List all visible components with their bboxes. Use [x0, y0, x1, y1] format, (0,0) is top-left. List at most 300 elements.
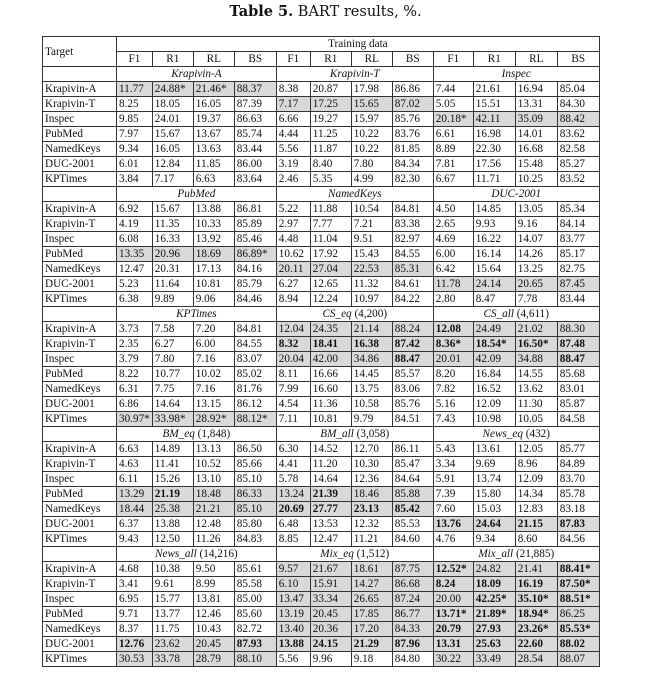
target-label: DUC-2001 — [43, 637, 117, 652]
table-cell: 17.25 — [310, 97, 351, 112]
table-cell: 85.60 — [234, 607, 276, 622]
table-cell: 16.22 — [473, 232, 515, 247]
table-cell: 10.05 — [515, 412, 557, 427]
table-cell: 14.64 — [152, 397, 193, 412]
table-cell: 13.05 — [515, 202, 557, 217]
header-row-metrics — [43, 52, 600, 67]
table-cell: 30.22 — [433, 652, 473, 667]
training-set-name: DUC-2001 — [491, 188, 542, 200]
table-cell: 15.97 — [351, 112, 392, 127]
table-cell: 84.30 — [557, 97, 599, 112]
table-cell: 85.76 — [392, 112, 433, 127]
target-label: Inspec — [43, 352, 117, 367]
training-set-size: (1,512) — [356, 548, 390, 560]
table-cell: 24.14 — [473, 277, 515, 292]
table-cell: 18.09 — [473, 577, 515, 592]
table-cell: 13.63 — [193, 142, 234, 157]
training-set-name: Mix_eq — [320, 548, 354, 560]
table-cell: 85.79 — [234, 277, 276, 292]
table-cell: 85.42 — [392, 502, 433, 517]
table-cell: 24.82 — [473, 562, 515, 577]
table-cell: 12.70 — [351, 442, 392, 457]
table-cell: 10.81 — [310, 412, 351, 427]
table-cell: 84.22 — [392, 292, 433, 307]
table-cell: 10.02 — [193, 367, 234, 382]
table-cell: 27.77 — [310, 502, 351, 517]
table-cell: 6.30 — [276, 442, 310, 457]
target-label: Krapivin-A — [43, 202, 117, 217]
table-cell: 84.61 — [392, 277, 433, 292]
table-cell: 12.50 — [152, 532, 193, 547]
table-cell: 13.62 — [515, 382, 557, 397]
table-cell: 4.19 — [117, 217, 153, 232]
table-cell: 11.04 — [310, 232, 351, 247]
table-cell: 8.94 — [276, 292, 310, 307]
group-header-row — [43, 67, 600, 82]
table-cell: 86.25 — [557, 607, 599, 622]
training-set-name: Krapivin-T — [329, 68, 380, 80]
training-set-header — [433, 547, 599, 562]
table-cell: 2.65 — [433, 217, 473, 232]
table-cell: 18.48 — [193, 487, 234, 502]
training-data-header: Training data — [117, 37, 600, 52]
table-cell: 86.81 — [234, 202, 276, 217]
table-cell: 87.83 — [557, 517, 599, 532]
table-cell: 88.07 — [557, 652, 599, 667]
table-cell: 10.30 — [351, 457, 392, 472]
group-header-row — [43, 427, 600, 442]
table-cell: 28.54 — [515, 652, 557, 667]
table-cell: 7.43 — [433, 412, 473, 427]
table-cell: 27.04 — [310, 262, 351, 277]
target-label: Inspec — [43, 112, 117, 127]
table-row — [43, 127, 600, 142]
table-cell: 6.48 — [276, 517, 310, 532]
training-set-header — [117, 547, 277, 562]
table-cell: 7.60 — [433, 502, 473, 517]
table-cell: 3.79 — [117, 352, 153, 367]
table-cell: 6.63 — [117, 442, 153, 457]
table-cell: 6.10 — [276, 577, 310, 592]
target-label: KPTimes — [43, 172, 117, 187]
table-cell: 4.76 — [433, 532, 473, 547]
table-row — [43, 292, 600, 307]
table-cell: 85.89 — [234, 217, 276, 232]
table-cell: 84.14 — [557, 217, 599, 232]
table-cell: 6.00 — [433, 247, 473, 262]
table-cell: 13.71* — [433, 607, 473, 622]
table-cell: 9.96 — [310, 652, 351, 667]
table-cell: 6.08 — [117, 232, 153, 247]
table-cell: 12.48 — [193, 517, 234, 532]
table-row — [43, 577, 600, 592]
table-cell: 7.82 — [433, 382, 473, 397]
table-cell: 20.69 — [276, 502, 310, 517]
table-cell: 15.65 — [351, 97, 392, 112]
training-set-size: (1,848) — [197, 428, 231, 440]
training-set-name: Mix_all — [478, 548, 514, 560]
table-cell: 23.13 — [351, 502, 392, 517]
table-cell: 13.88 — [193, 202, 234, 217]
training-set-name: CS_eq — [322, 308, 352, 320]
table-row — [43, 622, 600, 637]
table-caption — [0, 3, 651, 20]
table-cell: 2.46 — [276, 172, 310, 187]
table-cell: 85.77 — [557, 442, 599, 457]
metric-header: F1 — [433, 52, 473, 67]
table-cell: 7.16 — [193, 382, 234, 397]
table-cell: 83.18 — [557, 502, 599, 517]
table-cell: 13.67 — [193, 127, 234, 142]
table-row — [43, 412, 600, 427]
table-cell: 5.22 — [276, 202, 310, 217]
table-cell: 12.47 — [310, 532, 351, 547]
table-cell: 85.80 — [234, 517, 276, 532]
table-cell: 4.99 — [351, 172, 392, 187]
group-header-spacer — [43, 307, 117, 322]
table-cell: 10.22 — [351, 142, 392, 157]
table-cell: 12.65 — [310, 277, 351, 292]
table-cell: 88.37 — [234, 82, 276, 97]
table-cell: 5.91 — [433, 472, 473, 487]
training-set-header — [433, 427, 599, 442]
target-label: Inspec — [43, 232, 117, 247]
bart-results-table — [42, 36, 600, 667]
table-cell: 82.30 — [392, 172, 433, 187]
table-cell: 85.53* — [557, 622, 599, 637]
table-cell: 13.31 — [515, 97, 557, 112]
training-set-header — [276, 187, 433, 202]
table-cell: 5.23 — [117, 277, 153, 292]
table-cell: 24.49 — [473, 322, 515, 337]
table-cell: 84.55 — [392, 247, 433, 262]
table-cell: 11.32 — [351, 277, 392, 292]
table-cell: 33.49 — [473, 652, 515, 667]
metric-header: F1 — [276, 52, 310, 67]
table-cell: 12.52* — [433, 562, 473, 577]
table-cell: 30.53 — [117, 652, 153, 667]
target-label: Krapivin-T — [43, 457, 117, 472]
table-cell: 6.37 — [117, 517, 153, 532]
training-set-header — [276, 427, 433, 442]
table-cell: 16.33 — [152, 232, 193, 247]
table-cell: 9.79 — [351, 412, 392, 427]
table-cell: 33.34 — [310, 592, 351, 607]
table-cell: 6.31 — [117, 382, 153, 397]
table-row — [43, 202, 600, 217]
table-cell: 4.63 — [117, 457, 153, 472]
table-cell: 85.87 — [557, 397, 599, 412]
table-cell: 87.75 — [392, 562, 433, 577]
training-set-size: (4,611) — [516, 308, 549, 320]
metric-header: R1 — [473, 52, 515, 67]
target-label: PubMed — [43, 487, 117, 502]
table-cell: 86.77 — [392, 607, 433, 622]
table-cell: 6.86 — [117, 397, 153, 412]
table-cell: 11.87 — [310, 142, 351, 157]
training-set-name: Inspec — [501, 68, 531, 80]
metric-header: R1 — [152, 52, 193, 67]
target-label: KPTimes — [43, 532, 117, 547]
group-header-spacer — [43, 187, 117, 202]
table-cell: 9.43 — [117, 532, 153, 547]
table-cell: 8.11 — [276, 367, 310, 382]
table-cell: 13.47 — [276, 592, 310, 607]
table-cell: 14.55 — [515, 367, 557, 382]
table-cell: 6.11 — [117, 472, 153, 487]
table-cell: 86.12 — [234, 397, 276, 412]
table-row — [43, 112, 600, 127]
table-cell: 84.81 — [234, 322, 276, 337]
table-caption-text: BART results, %. — [297, 4, 422, 20]
table-cell: 13.29 — [117, 487, 153, 502]
table-cell: 13.77 — [152, 607, 193, 622]
table-cell: 11.30 — [515, 397, 557, 412]
table-cell: 21.29 — [351, 637, 392, 652]
metric-header: BS — [557, 52, 599, 67]
training-set-header — [276, 307, 433, 322]
table-cell: 7.17 — [152, 172, 193, 187]
table-cell: 13.31 — [433, 637, 473, 652]
table-cell: 14.85 — [473, 202, 515, 217]
table-cell: 8.85 — [276, 532, 310, 547]
table-cell: 85.66 — [234, 457, 276, 472]
table-cell: 88.30 — [557, 322, 599, 337]
table-cell: 83.07 — [234, 352, 276, 367]
table-cell: 14.01 — [515, 127, 557, 142]
table-cell: 8.60 — [515, 532, 557, 547]
table-cell: 13.53 — [310, 517, 351, 532]
table-cell: 7.39 — [433, 487, 473, 502]
table-cell: 88.12* — [234, 412, 276, 427]
training-set-size: (3,058) — [356, 428, 390, 440]
table-cell: 9.06 — [193, 292, 234, 307]
table-row — [43, 262, 600, 277]
table-cell: 13.75 — [351, 382, 392, 397]
table-cell: 24.15 — [310, 637, 351, 652]
table-cell: 13.15 — [193, 397, 234, 412]
target-label: DUC-2001 — [43, 397, 117, 412]
table-cell: 83.44 — [557, 292, 599, 307]
table-cell: 11.85 — [193, 157, 234, 172]
table-row — [43, 247, 600, 262]
table-cell: 12.09 — [473, 397, 515, 412]
table-cell: 11.35 — [152, 217, 193, 232]
table-cell: 18.44 — [117, 502, 153, 517]
table-row — [43, 337, 600, 352]
table-cell: 6.67 — [433, 172, 473, 187]
target-label: Krapivin-T — [43, 97, 117, 112]
table-cell: 24.35 — [310, 322, 351, 337]
table-cell: 14.26 — [515, 247, 557, 262]
table-cell: 18.41 — [310, 337, 351, 352]
table-row — [43, 562, 600, 577]
table-cell: 17.92 — [310, 247, 351, 262]
table-cell: 85.17 — [557, 247, 599, 262]
target-label: DUC-2001 — [43, 277, 117, 292]
target-label: PubMed — [43, 607, 117, 622]
table-cell: 13.24 — [276, 487, 310, 502]
table-cell: 11.26 — [193, 532, 234, 547]
table-cell: 86.11 — [392, 442, 433, 457]
table-cell: 5.56 — [276, 142, 310, 157]
target-label: KPTimes — [43, 652, 117, 667]
table-cell: 10.38 — [152, 562, 193, 577]
table-cell: 5.16 — [433, 397, 473, 412]
table-cell: 12.09 — [515, 472, 557, 487]
table-row — [43, 487, 600, 502]
table-cell: 11.41 — [152, 457, 193, 472]
table-cell: 11.25 — [310, 127, 351, 142]
table-cell: 17.20 — [351, 622, 392, 637]
table-cell: 6.42 — [433, 262, 473, 277]
table-cell: 84.16 — [234, 262, 276, 277]
table-cell: 11.78 — [433, 277, 473, 292]
table-cell: 84.34 — [392, 157, 433, 172]
table-cell: 14.89 — [152, 442, 193, 457]
table-cell: 13.35 — [117, 247, 153, 262]
group-header-spacer — [43, 547, 117, 562]
table-cell: 2.97 — [276, 217, 310, 232]
table-row — [43, 217, 600, 232]
table-cell: 87.50* — [557, 577, 599, 592]
table-cell: 84.55 — [234, 337, 276, 352]
table-cell: 8.47 — [473, 292, 515, 307]
table-cell: 84.56 — [557, 532, 599, 547]
table-cell: 9.61 — [152, 577, 193, 592]
table-cell: 6.01 — [117, 157, 153, 172]
table-row — [43, 172, 600, 187]
table-cell: 33.98* — [152, 412, 193, 427]
table-cell: 8.99 — [193, 577, 234, 592]
target-column-header: Target — [43, 37, 117, 67]
table-cell: 7.21 — [351, 217, 392, 232]
table-cell: 15.64 — [473, 262, 515, 277]
table-cell: 11.64 — [152, 277, 193, 292]
target-label: Inspec — [43, 592, 117, 607]
table-cell: 21.21 — [193, 502, 234, 517]
table-cell: 83.62 — [557, 127, 599, 142]
table-cell: 12.32 — [351, 517, 392, 532]
table-cell: 12.08 — [433, 322, 473, 337]
table-row — [43, 517, 600, 532]
table-cell: 14.64 — [310, 472, 351, 487]
table-cell: 16.68 — [515, 142, 557, 157]
table-cell: 20.87 — [310, 82, 351, 97]
target-label: KPTimes — [43, 292, 117, 307]
table-cell: 15.03 — [473, 502, 515, 517]
table-cell: 5.35 — [310, 172, 351, 187]
table-cell: 7.78 — [515, 292, 557, 307]
table-cell: 9.85 — [117, 112, 153, 127]
table-cell: 42.25* — [473, 592, 515, 607]
table-cell: 8.38 — [276, 82, 310, 97]
table-cell: 9.57 — [276, 562, 310, 577]
table-cell: 84.51 — [392, 412, 433, 427]
table-cell: 3.84 — [117, 172, 153, 187]
table-cell: 4.54 — [276, 397, 310, 412]
table-cell: 81.85 — [392, 142, 433, 157]
table-cell: 6.27 — [152, 337, 193, 352]
table-cell: 2.35 — [117, 337, 153, 352]
table-cell: 30.97* — [117, 412, 153, 427]
table-cell: 86.89* — [234, 247, 276, 262]
metric-header: RL — [515, 52, 557, 67]
table-cell: 28.79 — [193, 652, 234, 667]
target-label: Krapivin-T — [43, 217, 117, 232]
table-cell: 12.04 — [276, 322, 310, 337]
table-cell: 12.24 — [310, 292, 351, 307]
training-set-name: PubMed — [177, 188, 216, 200]
training-set-name: Krapivin-A — [171, 68, 222, 80]
table-cell: 86.63 — [234, 112, 276, 127]
table-cell: 12.47 — [117, 262, 153, 277]
table-cell: 21.14 — [351, 322, 392, 337]
table-cell: 15.67 — [152, 127, 193, 142]
table-cell: 85.88 — [392, 487, 433, 502]
table-cell: 84.80 — [392, 652, 433, 667]
training-set-name: News_all — [155, 548, 197, 560]
table-row — [43, 367, 600, 382]
table-cell: 20.04 — [276, 352, 310, 367]
table-cell: 7.16 — [193, 352, 234, 367]
table-cell: 82.75 — [557, 262, 599, 277]
table-cell: 7.20 — [193, 322, 234, 337]
table-cell: 85.61 — [234, 562, 276, 577]
table-cell: 9.69 — [473, 457, 515, 472]
table-cell: 20.65 — [515, 277, 557, 292]
table-row — [43, 502, 600, 517]
table-cell: 8.37 — [117, 622, 153, 637]
table-cell: 16.14 — [473, 247, 515, 262]
target-label: Krapivin-A — [43, 442, 117, 457]
table-row — [43, 82, 600, 97]
training-set-header — [433, 187, 599, 202]
training-set-header — [117, 187, 277, 202]
table-cell: 11.75 — [152, 622, 193, 637]
table-cell: 25.63 — [473, 637, 515, 652]
table-cell: 7.97 — [117, 127, 153, 142]
table-cell: 16.52 — [473, 382, 515, 397]
table-cell: 10.54 — [351, 202, 392, 217]
table-cell: 19.27 — [310, 112, 351, 127]
target-label: Krapivin-A — [43, 82, 117, 97]
table-cell: 87.39 — [234, 97, 276, 112]
table-cell: 83.01 — [557, 382, 599, 397]
table-cell: 12.76 — [117, 637, 153, 652]
table-cell: 88.42 — [557, 112, 599, 127]
table-cell: 10.25 — [515, 172, 557, 187]
target-label: DUC-2001 — [43, 157, 117, 172]
table-cell: 21.89* — [473, 607, 515, 622]
table-cell: 18.05 — [152, 97, 193, 112]
table-cell: 17.98 — [351, 82, 392, 97]
table-cell: 22.60 — [515, 637, 557, 652]
table-cell: 21.46* — [193, 82, 234, 97]
table-cell: 17.85 — [351, 607, 392, 622]
table-cell: 85.78 — [557, 487, 599, 502]
table-cell: 7.58 — [152, 322, 193, 337]
table-cell: 8.89 — [433, 142, 473, 157]
table-cell: 15.80 — [473, 487, 515, 502]
table-cell: 16.05 — [193, 97, 234, 112]
table-cell: 11.77 — [117, 82, 153, 97]
table-cell: 9.34 — [117, 142, 153, 157]
table-cell: 17.56 — [473, 157, 515, 172]
table-cell: 16.50* — [515, 337, 557, 352]
table-cell: 21.19 — [152, 487, 193, 502]
training-set-name: KPTimes — [176, 308, 217, 320]
